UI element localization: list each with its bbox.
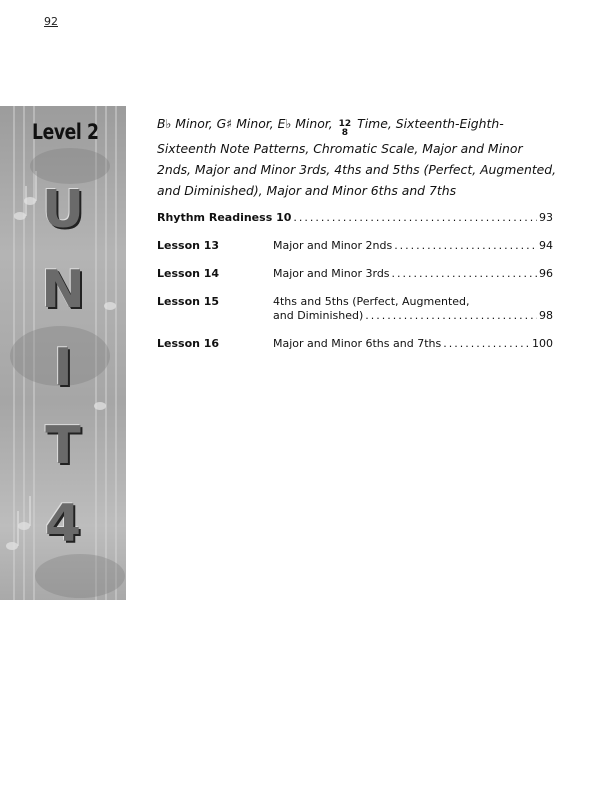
toc-row-rhythm-readiness[interactable] bbox=[157, 211, 553, 225]
unit-side-banner bbox=[0, 106, 126, 600]
unit-number-4: 4 bbox=[44, 494, 82, 554]
toc-leader-dots bbox=[392, 267, 537, 281]
toc-leader-dots bbox=[365, 309, 537, 323]
toc-leader-dots bbox=[443, 337, 530, 351]
toc-page-number: 96 bbox=[539, 267, 553, 280]
unit-letter-i: I bbox=[53, 338, 73, 398]
unit-letter-n: N bbox=[41, 260, 85, 320]
page-number: 92 bbox=[44, 15, 58, 28]
toc-lesson-label: Lesson 15 bbox=[157, 295, 220, 308]
toc-lesson-label: Lesson 14 bbox=[157, 267, 220, 280]
toc-lesson-title: Major and Minor 3rds bbox=[273, 267, 390, 280]
time-signature-bottom: 8 bbox=[341, 128, 349, 138]
level-label: Level 2 bbox=[32, 120, 99, 144]
toc-lesson-title: and Diminished) bbox=[273, 309, 364, 322]
unit-letter-t: T bbox=[45, 416, 81, 476]
toc-page-number: 98 bbox=[539, 309, 553, 322]
toc-lesson-title: Major and Minor 6ths and 7ths bbox=[273, 337, 442, 350]
subtitle-keys: B♭ Minor, G♯ Minor, E♭ Minor, bbox=[157, 116, 333, 131]
time-signature-top: 12 bbox=[338, 119, 352, 129]
toc-rhythm-label: Rhythm Readiness 10 bbox=[157, 211, 292, 224]
time-signature bbox=[339, 120, 352, 138]
toc-lesson-label: Lesson 16 bbox=[157, 337, 220, 350]
subtitle-topics: Time, Sixteenth-Eighth-Sixteenth Note Patterns, Chromatic Scale, Major and Minor 2nds, Major and Minor 3rds, 4ths and 5ths (Perfect, Augmented, and Diminished), Major and Minor 6ths and 7ths bbox=[157, 116, 557, 198]
toc-lesson-title: Major and Minor 2nds bbox=[273, 239, 393, 252]
toc-lesson-title-line1: 4ths and 5ths (Perfect, Augmented, bbox=[273, 295, 470, 308]
toc-page-number: 93 bbox=[539, 211, 553, 224]
toc-leader-dots bbox=[293, 211, 537, 225]
toc-page-number: 100 bbox=[532, 337, 553, 350]
toc-leader-dots bbox=[394, 239, 537, 253]
toc-page-number: 94 bbox=[539, 239, 553, 252]
unit-subtitle bbox=[157, 113, 557, 201]
unit-letter-u: U bbox=[41, 180, 85, 240]
toc-lesson-label: Lesson 13 bbox=[157, 239, 220, 252]
